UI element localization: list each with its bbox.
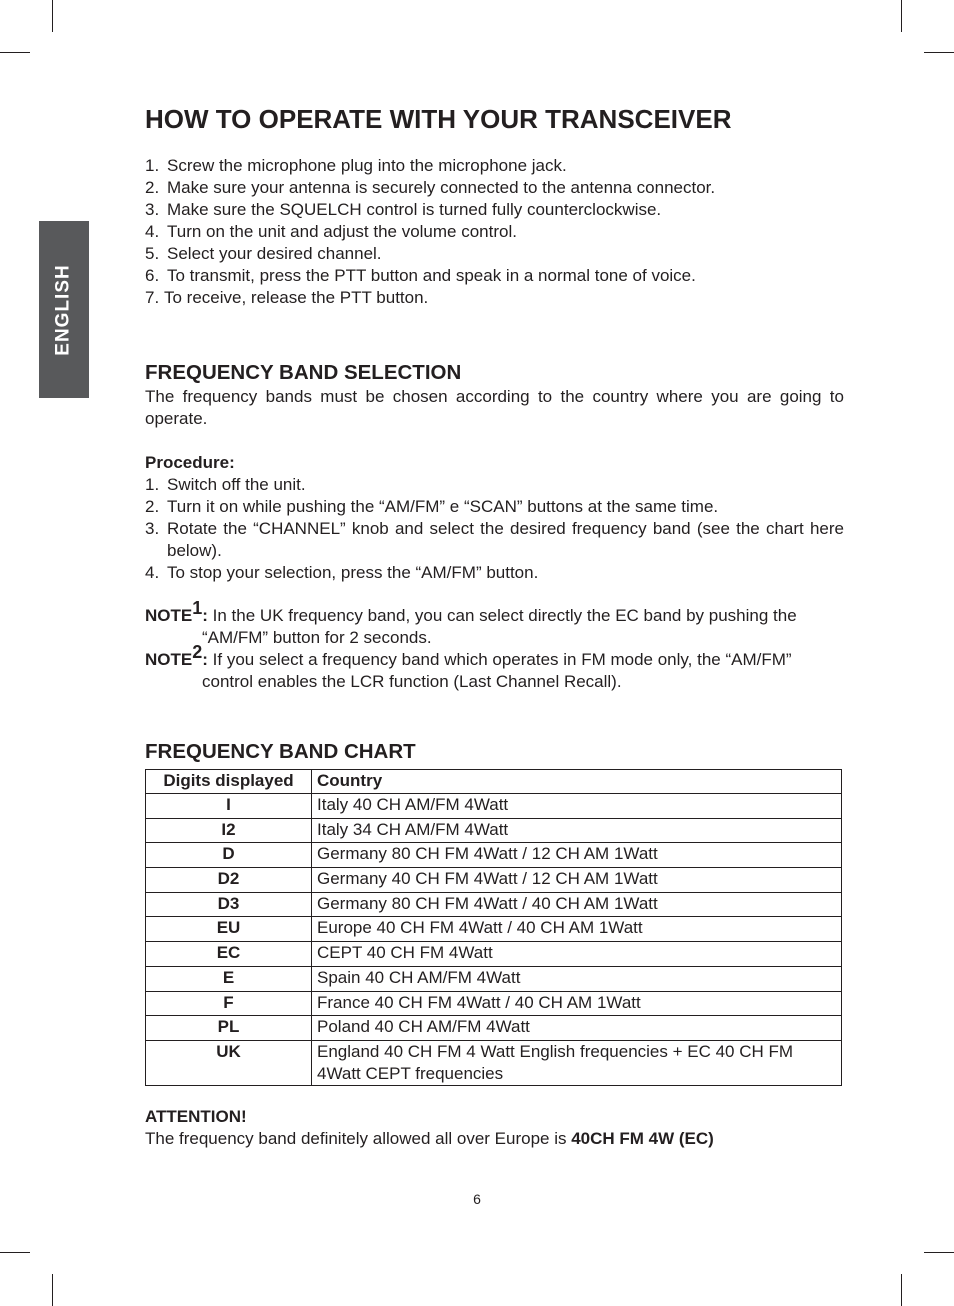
attention-sentence: The frequency band definitely allowed all over Europe is	[145, 1129, 572, 1148]
step-number: 5.	[145, 244, 160, 263]
procedure-step	[145, 562, 844, 584]
digits-cell: I2	[146, 818, 312, 843]
step-number: 1.	[145, 156, 160, 175]
step-text: Switch off the unit.	[167, 475, 306, 494]
country-cell: Italy 40 CH AM/FM 4Watt	[312, 794, 842, 819]
procedure-steps-list	[145, 474, 844, 584]
country-cell: Spain 40 CH AM/FM 4Watt	[312, 966, 842, 991]
crop-mark	[901, 0, 902, 32]
note-label-text: NOTE	[145, 650, 193, 669]
note-label	[145, 642, 208, 669]
procedure-step	[145, 474, 844, 496]
table-row	[146, 892, 842, 917]
step-text: Turn on the unit and adjust the volume control.	[167, 222, 517, 241]
crop-mark	[52, 0, 53, 32]
crop-mark	[52, 1274, 53, 1306]
country-cell: CEPT 40 CH FM 4Watt	[312, 942, 842, 967]
procedure-step	[145, 518, 844, 562]
step-text: Select your desired channel.	[167, 244, 382, 263]
note-label	[145, 598, 208, 625]
crop-mark	[901, 1274, 902, 1306]
step-text: To transmit, press the PTT button and speak in a normal tone of voice.	[167, 266, 696, 285]
note-colon: :	[202, 606, 208, 625]
attention-label: ATTENTION!	[145, 1107, 247, 1126]
step-number: 4.	[145, 222, 160, 241]
table-row	[146, 991, 842, 1016]
step-text: Make sure the SQUELCH control is turned fully counterclockwise.	[167, 200, 662, 219]
table-row	[146, 917, 842, 942]
page-title: HOW TO OPERATE WITH YOUR TRANSCEIVER	[145, 104, 732, 134]
band-chart-heading: FREQUENCY BAND CHART	[145, 740, 416, 763]
country-cell: Germany 80 CH FM 4Watt / 40 CH AM 1Watt	[312, 892, 842, 917]
digits-cell: F	[146, 991, 312, 1016]
operate-step	[145, 243, 844, 265]
note-text: In the UK frequency band, you can select directly the EC band by pushing the	[212, 606, 797, 625]
country-cell: Germany 40 CH FM 4Watt / 12 CH AM 1Watt	[312, 868, 842, 893]
crop-mark	[924, 52, 954, 53]
digits-cell: UK	[146, 1040, 312, 1085]
digits-cell: E	[146, 966, 312, 991]
table-row	[146, 1040, 842, 1085]
digits-cell: D3	[146, 892, 312, 917]
note	[145, 642, 844, 693]
step-number: 6.	[145, 266, 160, 285]
crop-mark	[0, 52, 30, 53]
column-header-country: Country	[312, 770, 842, 794]
table-row	[146, 942, 842, 967]
note-number: 2	[192, 642, 203, 662]
digits-cell: D	[146, 843, 312, 868]
table-row	[146, 843, 842, 868]
country-cell: Italy 34 CH AM/FM 4Watt	[312, 818, 842, 843]
country-cell: France 40 CH FM 4Watt / 40 CH AM 1Watt	[312, 991, 842, 1016]
table-row	[146, 868, 842, 893]
note-number: 1	[192, 598, 203, 618]
table-row	[146, 818, 842, 843]
step-number: 4.	[145, 563, 160, 582]
note-text-continued: control enables the LCR function (Last Channel Recall).	[202, 672, 622, 691]
digits-cell: PL	[146, 1016, 312, 1041]
attention-band: 40CH FM 4W (EC)	[571, 1129, 714, 1148]
step-text: Rotate the “CHANNEL” knob and select the desired frequency band (see the chart here below).	[167, 519, 844, 560]
language-tab	[39, 221, 89, 398]
table-row	[146, 794, 842, 819]
notes-block	[145, 598, 844, 693]
country-cell: Germany 80 CH FM 4Watt / 12 CH AM 1Watt	[312, 843, 842, 868]
table-row	[146, 1016, 842, 1041]
country-cell: Europe 40 CH FM 4Watt / 40 CH AM 1Watt	[312, 917, 842, 942]
note-text: If you select a frequency band which operates in FM mode only, the “AM/FM”	[212, 650, 792, 669]
operate-step	[145, 199, 844, 221]
operate-steps-list	[145, 155, 844, 309]
step-text: Make sure your antenna is securely connected to the antenna connector.	[167, 178, 716, 197]
crop-mark	[924, 1252, 954, 1253]
digits-cell: EU	[146, 917, 312, 942]
note	[145, 598, 844, 649]
country-cell: Poland 40 CH AM/FM 4Watt	[312, 1016, 842, 1041]
step-number: 2.	[145, 497, 160, 516]
language-tab-label: ENGLISH	[53, 263, 75, 356]
column-header-digits: Digits displayed	[146, 770, 312, 794]
note-text-continued: “AM/FM” button for 2 seconds.	[202, 628, 432, 647]
operate-step	[145, 155, 844, 177]
step-text: Screw the microphone plug into the microphone jack.	[167, 156, 567, 175]
step-text: To receive, release the PTT button.	[164, 288, 429, 307]
step-number: 3.	[145, 519, 160, 538]
procedure-label: Procedure:	[145, 453, 235, 472]
operate-step	[145, 177, 844, 199]
step-number: 1.	[145, 475, 160, 494]
crop-mark	[0, 1252, 30, 1253]
procedure-step	[145, 496, 844, 518]
digits-cell: D2	[146, 868, 312, 893]
note-label-text: NOTE	[145, 606, 193, 625]
operate-step	[145, 287, 844, 309]
page-number: 6	[473, 1191, 481, 1207]
step-text: To stop your selection, press the “AM/FM” button.	[167, 563, 539, 582]
country-cell: England 40 CH FM 4 Watt English frequencies + EC 40 CH FM 4Watt CEPT frequencies	[312, 1040, 842, 1085]
table-row	[146, 966, 842, 991]
frequency-band-table	[145, 769, 842, 1086]
step-number: 3.	[145, 200, 160, 219]
step-number: 7.	[145, 288, 160, 307]
step-text: Turn it on while pushing the “AM/FM” e “SCAN” buttons at the same time.	[167, 497, 719, 516]
step-number: 2.	[145, 178, 160, 197]
digits-cell: I	[146, 794, 312, 819]
note-colon: :	[202, 650, 208, 669]
attention-text	[145, 1128, 844, 1150]
table-header-row	[146, 770, 842, 794]
operate-step	[145, 221, 844, 243]
operate-step	[145, 265, 844, 287]
digits-cell: EC	[146, 942, 312, 967]
band-selection-heading: FREQUENCY BAND SELECTION	[145, 361, 462, 384]
band-selection-intro: The frequency bands must be chosen according to the country where you are going to operate.	[145, 387, 844, 428]
